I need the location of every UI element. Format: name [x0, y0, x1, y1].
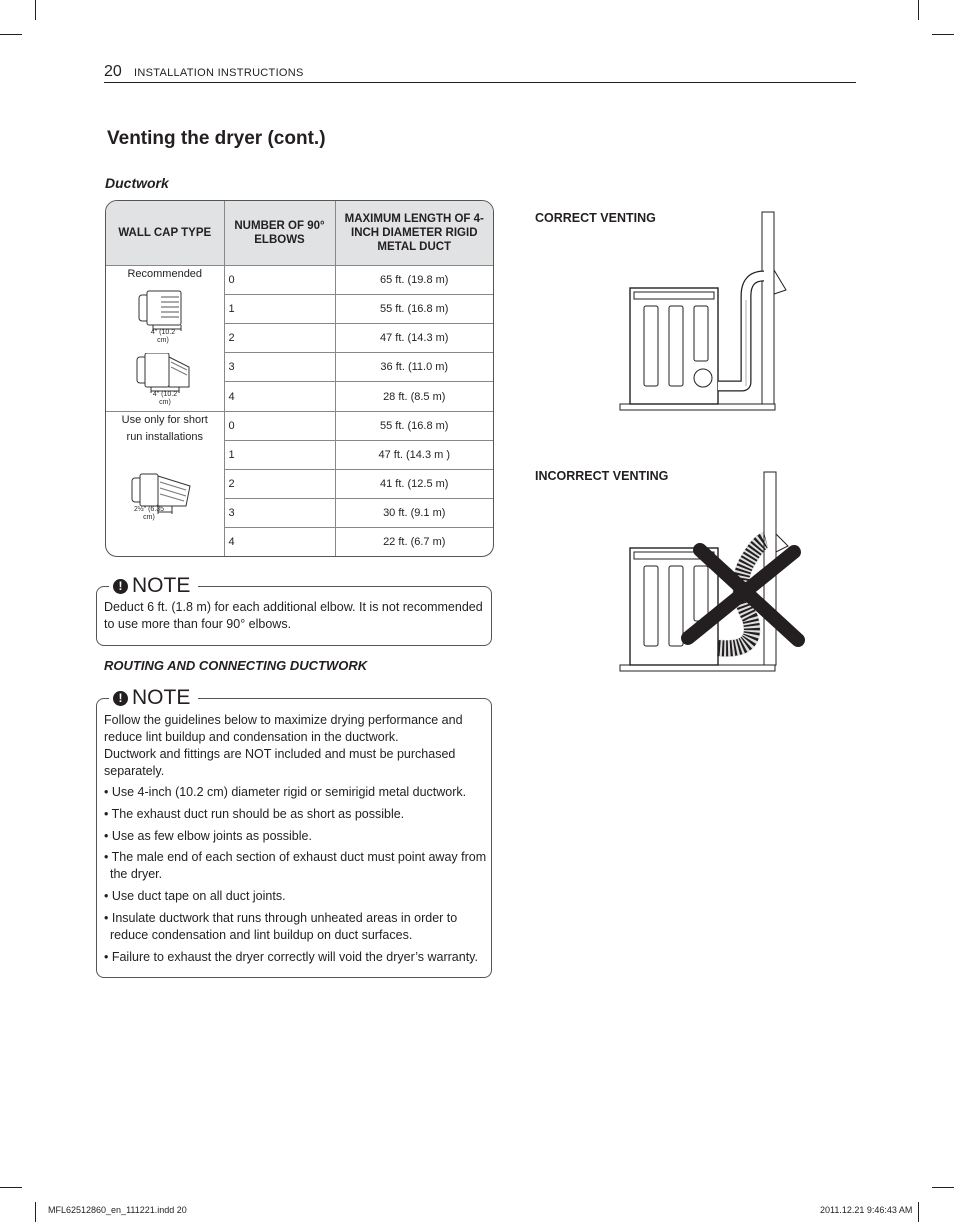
incorrect-venting-diagram — [618, 468, 808, 678]
note-intro: Ductwork and fittings are NOT included and must be purchased separately. — [104, 747, 456, 778]
note-heading — [109, 574, 198, 598]
crop-mark — [918, 0, 919, 20]
elbows-cell: 0 — [224, 411, 335, 440]
list-item: • The exhaust duct run should be as short as possible. — [104, 807, 405, 821]
length-cell: 22 ft. (6.7 m) — [383, 535, 446, 548]
column-header: MAXIMUM LENGTH OF 4-INCH DIAMETER RIGID METAL DUCT — [335, 201, 493, 266]
crop-mark — [932, 34, 954, 35]
elbows-cell: 2 — [224, 324, 335, 353]
list-item: • Use duct tape on all duct joints. — [104, 889, 286, 903]
crop-mark — [0, 1187, 22, 1188]
elbows-cell: 0 — [224, 266, 335, 295]
length-cell: 55 ft. (16.8 m) — [335, 411, 493, 440]
header-rule — [104, 82, 856, 83]
note-box — [96, 574, 492, 646]
column-header: WALL CAP TYPE — [106, 201, 224, 266]
note-label: NOTE — [132, 686, 191, 709]
list-item: • Failure to exhaust the dryer correctly will void the dryer’s warranty. — [104, 950, 478, 964]
incorrect-venting-label: INCORRECT VENTING — [535, 469, 669, 483]
list-item: • The male end of each section of exhaust duct must point away from the dryer. — [104, 850, 487, 881]
footer-timestamp: 2011.12.21 9:46:43 AM — [820, 1205, 913, 1215]
wall-cap-label: Use only for short run installations — [121, 413, 208, 443]
cap-dimension: 4" (10.2 cm) — [152, 391, 178, 407]
table-row — [106, 266, 493, 295]
column-header: NUMBER OF 90° ELBOWS — [224, 201, 335, 266]
note-box — [96, 686, 492, 978]
table-header-row — [106, 201, 493, 266]
elbows-cell: 4 — [224, 527, 335, 556]
page-title: Venting the dryer (cont.) — [107, 128, 326, 149]
elbows-cell: 4 — [224, 382, 335, 411]
warning-icon: ! — [113, 579, 128, 594]
footer-file: MFL62512860_en_111221.indd 20 — [48, 1205, 187, 1215]
cap-dimension: 2½" (6.35 cm) — [133, 505, 165, 521]
correct-venting-diagram — [618, 210, 798, 416]
list-item: • Use as few elbow joints as possible. — [104, 829, 312, 843]
length-cell: 41 ft. (12.5 m) — [335, 469, 493, 498]
routing-heading: ROUTING AND CONNECTING DUCTWORK — [104, 658, 368, 673]
crop-mark — [35, 0, 36, 20]
wall-cap-label: Recommended — [127, 268, 203, 281]
correct-venting-label: CORRECT VENTING — [535, 211, 656, 225]
crop-mark — [932, 1187, 954, 1188]
wall-cap-cell — [106, 411, 224, 556]
length-cell: 47 ft. (14.3 m) — [335, 324, 493, 353]
elbows-cell: 1 — [224, 295, 335, 324]
wall-cap-cell — [106, 266, 224, 411]
length-cell: 28 ft. (8.5 m) — [335, 382, 493, 411]
cap-dimension: 4" (10.2 cm) — [150, 329, 176, 345]
page-number: 20 — [104, 63, 122, 80]
warning-icon: ! — [113, 691, 128, 706]
length-cell: 47 ft. (14.3 m ) — [335, 440, 493, 469]
note-heading — [109, 686, 198, 710]
crop-mark — [918, 1202, 919, 1222]
crop-mark — [0, 34, 22, 35]
note-text: Deduct 6 ft. (1.8 m) for each additional elbow. It is not recommended to use more than four 90° elbows. — [104, 600, 483, 631]
note-label: NOTE — [132, 574, 191, 597]
ductwork-heading: Ductwork — [105, 175, 169, 191]
list-item: • Use 4-inch (10.2 cm) diameter rigid or semirigid metal ductwork. — [104, 785, 467, 799]
elbows-cell: 3 — [224, 353, 335, 382]
note-body — [104, 712, 488, 966]
ductwork-table — [105, 200, 494, 557]
elbows-cell: 2 — [224, 469, 335, 498]
length-cell: 65 ft. (19.8 m) — [335, 266, 493, 295]
length-cell: 36 ft. (11.0 m) — [335, 353, 493, 382]
elbows-cell: 3 — [224, 498, 335, 527]
section-title: INSTALLATION INSTRUCTIONS — [134, 67, 304, 79]
length-cell: 55 ft. (16.8 m) — [335, 295, 493, 324]
note-intro: Follow the guidelines below to maximize drying performance and reduce lint buildup and condensation in the ductwork. — [104, 713, 463, 744]
list-item: • Insulate ductwork that runs through unheated areas in order to reduce condensation and lint buildup on duct surfaces. — [104, 911, 458, 942]
length-cell: 30 ft. (9.1 m) — [335, 498, 493, 527]
elbows-cell: 1 — [224, 440, 335, 469]
table-row — [106, 411, 493, 440]
crop-mark — [35, 1202, 36, 1222]
